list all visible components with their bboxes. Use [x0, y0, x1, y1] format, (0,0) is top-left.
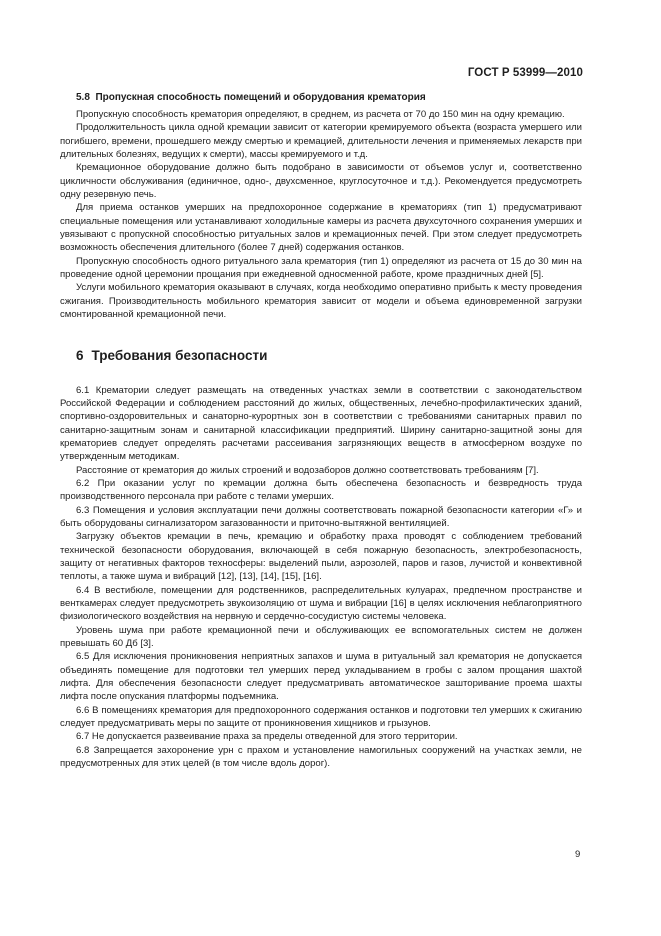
paragraph: Для приема останков умерших на предпохоронное содержание в крематориях (тип 1) предусматривают специальные помещения или устанавливают холодильные камеры из расчета двухсуточного сохранения умерших и увязывают с пропускной способностью ритуальных залов и кремационных печей. При этом следует предусмотреть возможность обеспечения длительного (более 7 дней) содержания останков.	[60, 202, 582, 254]
paragraph: 6.5 Для исключения проникновения неприятных запахов и шума в ритуальный зал крематория не допускается объединять помещение для подготовки тел умерших перед укладыванием в гробы с залом прощания шахтой лифта. Для обеспечения безопасности следует предусматривать автоматическое зашторивание проема шахты лифта после опускания платформы подъемника.	[60, 651, 582, 703]
paragraph: 6.3 Помещения и условия эксплуатации печи должны соответствовать пожарной безопасности категории «Г» и быть оборудованы сигнализатором загазованности и приточно-вытяжной вентиляцией.	[60, 504, 582, 529]
paragraph: Продолжительность цикла одной кремации зависит от категории кремируемого объекта (возраста умершего или погибшего, времени, прошедшего между смертью и кремацией, длительности лечения и применяемых лекарств при длительных болезнях, ведущих к смерти), массы кремируемого и т.д.	[60, 122, 582, 161]
paragraph: Загрузку объектов кремации в печь, кремацию и обработку праха проводят с соблюдением требований технической безопасности оборудования, включающей в себя пожарную безопасность, электробезопасность, защиту от негативных факторов техносферы: выделений пыли, аэрозолей, паров и газов, лучистой и конвективной теплоты, а также шума и вибраций [12], [13], [14], [15], [16].	[60, 531, 582, 583]
paragraph: Расстояние от крематория до жилых строений и водозаборов должно соответствовать требованиям [7].	[76, 464, 539, 476]
standard-code: ГОСТ Р 53999—2010	[467, 67, 583, 79]
paragraph: 6.7 Не допускается развеивание праха за пределы отведенной для этого территории.	[76, 731, 458, 743]
paragraph: 6.6 В помещениях крематория для предпохоронного содержания останков и подготовки тел умерших к сжиганию следует предусматривать меры по защите от проникновения хищников и грызунов.	[60, 704, 582, 730]
paragraph: Услуги мобильного крематория оказывают в случаях, когда необходимо оперативно прибыть к месту проведения сжигания. Производительность мобильного крематория зависит от модели и объема единовременной загрузки смонтированной кремационной печи.	[60, 282, 582, 321]
paragraph: Пропускную способность одного ритуального зала крематория (тип 1) определяют из расчета от 15 до 30 мин на проведение одной церемонии прощания при ежедневной односменной работе, кроме праздничных дней [5].	[60, 255, 582, 281]
subsection-number: 5.8	[76, 92, 90, 103]
subsection-title: Пропускная способность помещений и оборудования крематория	[95, 92, 426, 103]
paragraph: 6.8 Запрещается захоронение урн с прахом и установление намогильных сооружений на участках земли, не предусмотренных для этих целей (в том числе вдоль дорог).	[60, 744, 582, 770]
paragraph: Кремационное оборудование должно быть подобрано в зависимости от объемов услуг и, соответственно цикличности обслуживания (единичное, одно-, двухсменное, круглосуточное и т.д.). Рекомендуется предусмотреть одну резервную печь.	[60, 162, 582, 201]
section-heading	[60, 348, 582, 364]
paragraph: 6.1 Крематории следует размещать на отведенных участках земли в соответствии с законодательством Российской Федерации и соблюдением расстояний до жилых, общественных, лечебно-профилактических зданий, спортивно-оздоровительных и санаторно-курортных зон в соответствии с требованиями санитарных правил по санитарно-защитным зонам и санитарной классификации предприятий. Ширину санитарно-защитной зоны для крематориев следует определять расчетами рассеивания загрязняющих веществ в атмосферном воздухе по утвержденным методикам.	[60, 384, 582, 463]
section-number: 6	[76, 347, 84, 363]
paragraph: 6.2 При оказании услуг по кремации должна быть обеспечена безопасность и безвредность труда производственного персонала при работе с телами умерших.	[60, 477, 582, 503]
paragraph: Пропускную способность крематория определяют, в среднем, из расчета от 70 до 150 мин на одну кремацию.	[76, 109, 565, 120]
paragraph: 6.4 В вестибюле, помещении для родственников, распределительных кулуарах, предпечном пространстве и венткамерах следует предусмотреть звукоизоляцию от шума и вибрации [16] в целях исключения неблагоприятного физиологического воздействия на нервную и сердечно-сосудистую системы человека.	[60, 584, 582, 623]
page-number: 9	[575, 849, 581, 860]
subsection-heading	[60, 91, 582, 104]
document-body	[60, 91, 582, 770]
section-title: Требования безопасности	[91, 347, 268, 363]
paragraph: Уровень шума при работе кремационной печи и обслуживающих ее вспомогательных систем не должен превышать 60 Дб [3].	[60, 624, 582, 650]
